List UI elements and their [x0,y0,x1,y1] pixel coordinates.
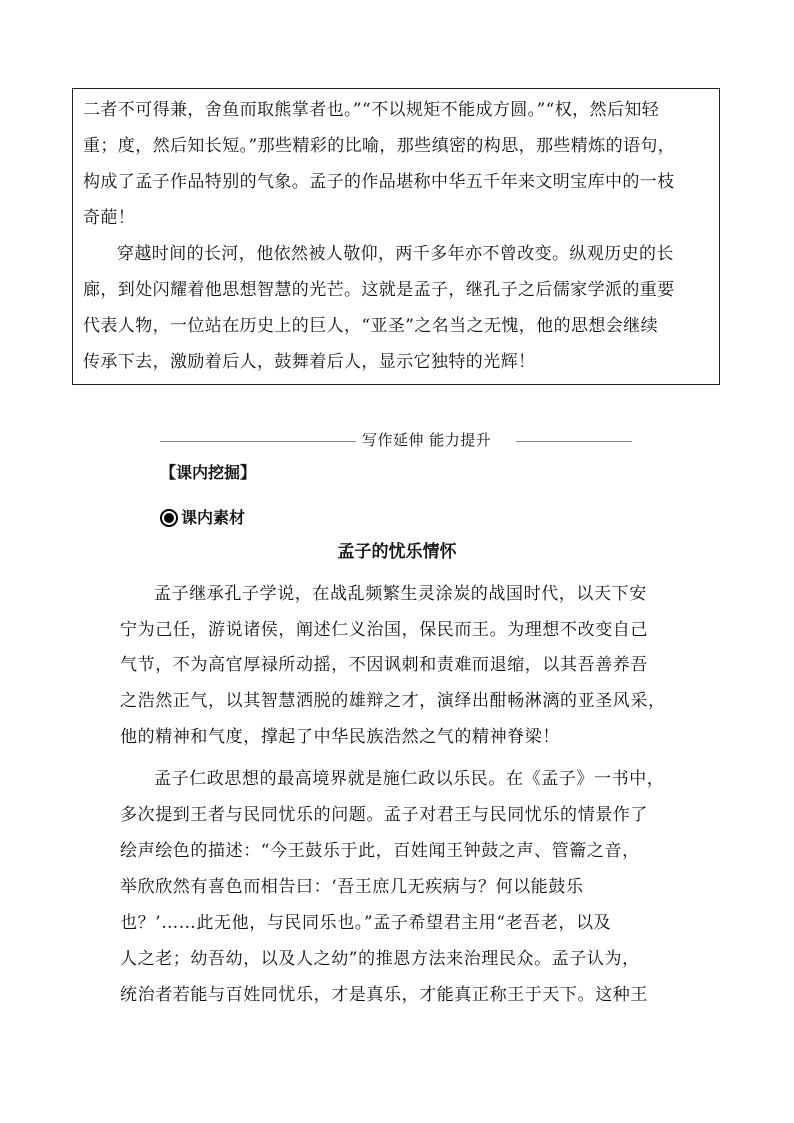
subsection-label: 课内素材 [181,508,246,527]
article-line: 宁为己任，游说诸侯，阐述仁义治国，保民而王。为理想不改变自己 [120,620,648,640]
article-line: 孟子仁政思想的最高境界就是施仁政以乐民。在《孟子》一书中， [154,769,665,789]
article-line: 人之老；幼吾幼，以及人之幼”的推恩方法来治理民众。孟子认为， [120,949,640,969]
article-line: 之浩然正气，以其智慧洒脱的雄辩之才，演绎出酣畅淋漓的亚圣风采， [120,691,666,711]
excerpt-line: 廊，到处闪耀着他思想智慧的光芒。这就是孟子，继孔子之后儒家学派的重要 [83,280,675,300]
article-line: 多次提到王者与民同忧乐的问题。孟子对君王与民同忧乐的情景作了 [120,805,648,825]
article-line: 他的精神和气度，撑起了中华民族浩然之气的精神脊梁！ [120,727,560,747]
excerpt-line: 构成了孟子作品特别的气象。孟子的作品堪称中华五千年来文明宝库中的一枝 [83,172,675,192]
section-heading: 【课内挖掘】 [160,463,257,482]
filled-circle-bullet-icon [160,509,178,527]
section-divider-label: 写作延伸 能力提升 [362,431,492,449]
article-line: 孟子继承孔子学说，在战乱频繁生灵涂炭的战国时代，以天下安 [154,584,647,604]
subsection-heading [160,506,245,530]
excerpt-line: 重；度，然后知长短。”那些精彩的比喻，那些缜密的构思，那些精炼的语句， [83,136,676,156]
excerpt-line: 代表人物，一位站在历史上的巨人，“亚圣”之名当之无愧，他的思想会继续 [83,316,658,336]
article-line: 举欣欣然有喜色而相告曰：‘吾王庶几无疾病与？何以能鼓乐 [120,877,584,897]
excerpt-line: 穿越时间的长河，他依然被人敬仰，两千多年亦不曾改变。纵观历史的长 [117,244,674,264]
excerpt-box [72,88,720,385]
excerpt-line: 传承下去，激励着后人，鼓舞着后人，显示它独特的光辉！ [83,352,536,372]
excerpt-line: 奇葩！ [83,208,136,228]
article-line: 绘声绘色的描述：“今王鼓乐于此，百姓闻王钟鼓之声、管籥之音， [120,841,640,861]
article-title: 孟子的忧乐情怀 [337,542,457,562]
divider-left-rule [160,441,356,442]
divider-right-rule [516,441,632,442]
article-line: 气节，不为高官厚禄所动摇，不因讽刺和责难而退缩，以其吾善养吾 [120,655,648,675]
excerpt-line: 二者不可得兼，舍鱼而取熊掌者也。”“不以规矩不能成方圆。”“权，然后知轻 [83,100,660,120]
article-line: 也？’……此无他，与民同乐也。”孟子希望君主用“老吾老，以及 [120,913,612,933]
article-line: 统治者若能与百姓同忧乐，才是真乐，才能真正称王于天下。这种王 [120,985,648,1005]
